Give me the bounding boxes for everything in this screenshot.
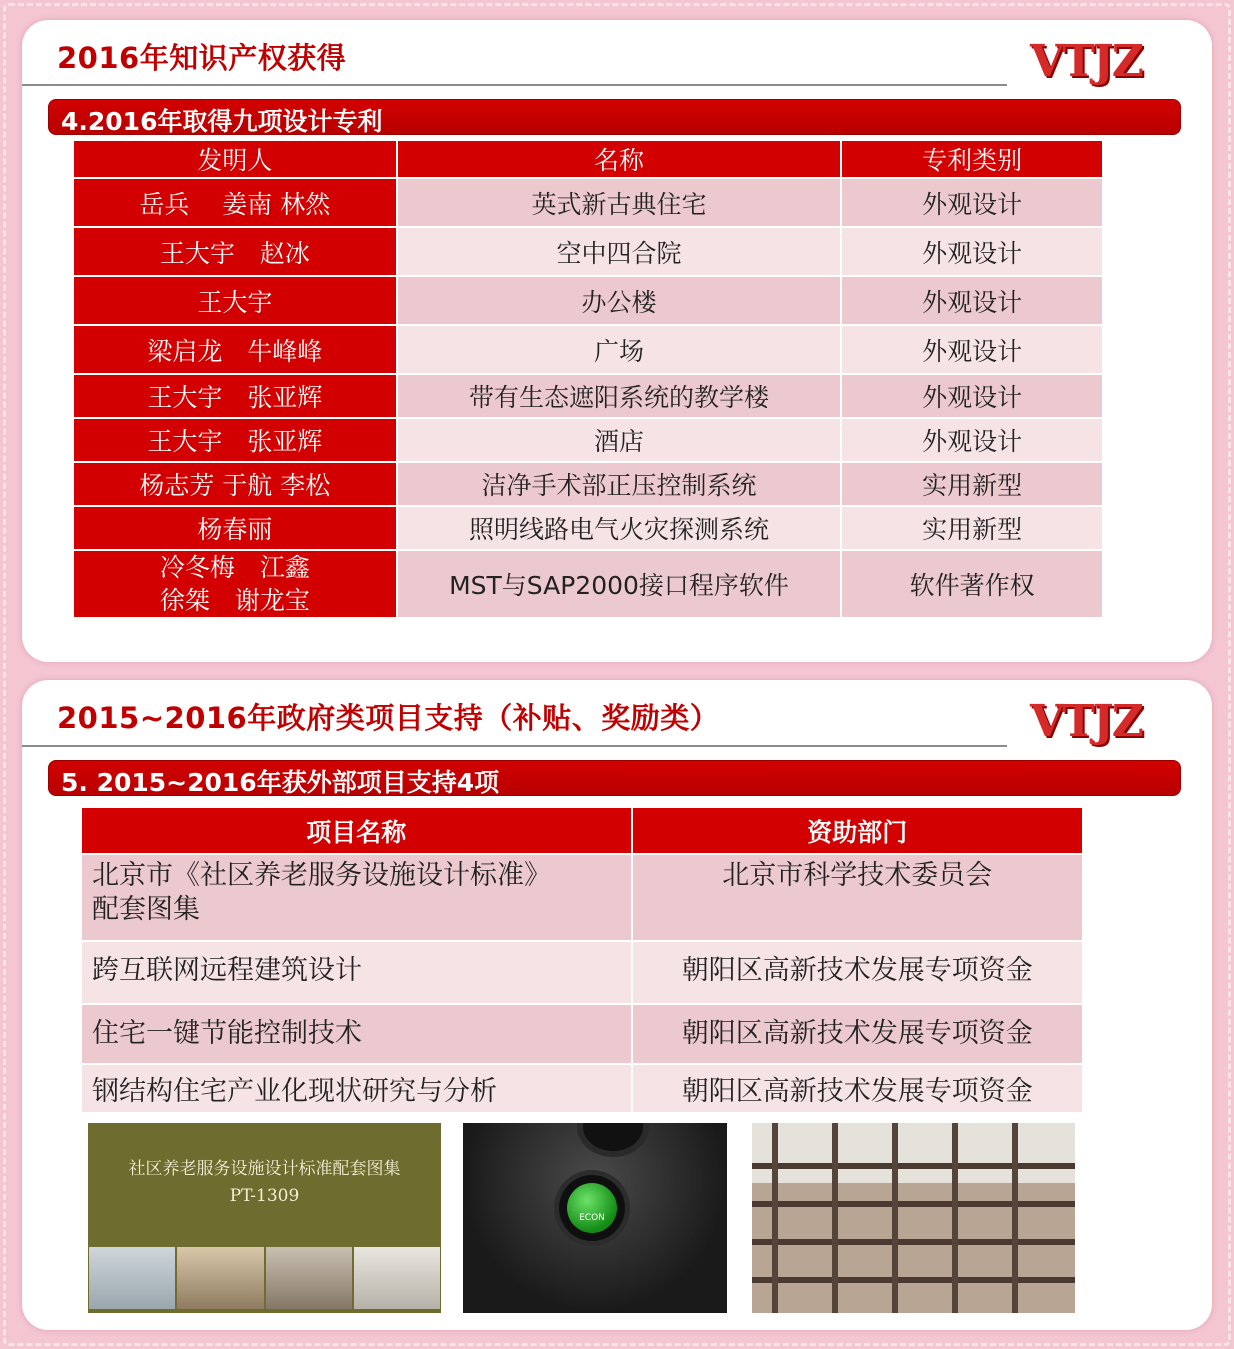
dial-knob [583,1123,643,1151]
section-bar-label: 5. 2015~2016年获外部项目支持4项 [61,768,500,797]
sky-area [752,1123,1075,1183]
gov-support-panel [22,680,1212,1330]
inventor-cell: 杨春丽 [74,506,397,550]
table-row [82,941,1083,1004]
floor-beam [752,1277,1075,1283]
patent-name-cell: 酒店 [397,418,842,462]
steel-column [952,1123,958,1313]
patent-name-cell: 广场 [397,325,842,374]
photo-thumbnail [89,1247,175,1309]
steel-building-photo [752,1123,1075,1313]
inventor-cell: 杨志芳 于航 李松 [74,462,397,506]
section-title: 2015~2016年政府类项目支持（补贴、奖励类） [57,701,720,735]
table-row [74,276,1103,325]
table-row [74,462,1103,506]
inventor-cell: 王大宇 张亚辉 [74,374,397,418]
patent-type-cell: 外观设计 [841,276,1103,325]
table-row [82,1004,1083,1064]
patent-name-cell: 空中四合院 [397,227,842,276]
photo-thumbnail [354,1247,440,1309]
col-header-type: 专利类别 [841,141,1103,178]
patent-type-cell: 实用新型 [841,462,1103,506]
patent-type-cell: 软件著作权 [841,550,1103,618]
inventor-cell [74,550,397,618]
floor-beam [752,1163,1075,1169]
patent-name-cell: 照明线路电气火灾探测系统 [397,506,842,550]
patent-type-cell: 实用新型 [841,506,1103,550]
project-line: 北京市《社区养老服务设施设计标准》 [92,860,551,891]
section-title: 2016年知识产权获得 [57,41,347,75]
project-cell: 住宅一键节能控制技术 [82,1004,632,1064]
divider [22,745,1007,747]
photo-thumbnail [177,1247,263,1309]
cover-photo-strip [88,1243,441,1313]
patent-name-cell: 办公楼 [397,276,842,325]
steel-column [1012,1123,1018,1313]
table-row [74,550,1103,618]
dept-cell: 朝阳区高新技术发展专项资金 [632,941,1083,1004]
patent-type-cell: 外观设计 [841,374,1103,418]
table-row [74,506,1103,550]
table-row [82,1064,1083,1113]
col-header-project: 项目名称 [82,808,632,854]
table-row [74,374,1103,418]
table-row [74,178,1103,227]
section-bar [48,99,1181,135]
project-cell: 跨互联网远程建筑设计 [82,941,632,1004]
project-line: 配套图集 [92,894,200,925]
inventor-cell: 梁启龙 牛峰峰 [74,325,397,374]
table-row [82,854,1083,941]
table-row [74,227,1103,276]
atlas-cover-image [88,1123,441,1313]
company-logo: VTJZ [1030,696,1142,747]
patent-type-cell: 外观设计 [841,178,1103,227]
ip-panel [22,20,1212,662]
floor-beam [752,1239,1075,1245]
dept-cell: 北京市科学技术委员会 [632,854,1083,941]
patent-type-cell: 外观设计 [841,227,1103,276]
steel-column [772,1123,778,1313]
photo-thumbnail [266,1247,352,1309]
dept-cell: 朝阳区高新技术发展专项资金 [632,1004,1083,1064]
table-row [74,325,1103,374]
inventor-cell: 王大宇 赵冰 [74,227,397,276]
inventor-cell: 岳兵 姜南 林然 [74,178,397,227]
dept-cell: 朝阳区高新技术发展专项资金 [632,1064,1083,1113]
inventor-line: 徐桀 谢龙宝 [159,586,310,615]
patent-type-cell: 外观设计 [841,325,1103,374]
econ-button-photo [463,1123,727,1313]
patent-name-cell: 洁净手术部正压控制系统 [397,462,842,506]
patent-name-cell: 带有生态遮阳系统的教学楼 [397,374,842,418]
project-cell: 钢结构住宅产业化现状研究与分析 [82,1064,632,1113]
floor-beam [752,1201,1075,1207]
patent-type-cell: 外观设计 [841,418,1103,462]
section-bar-label: 4.2016年取得九项设计专利 [61,107,383,136]
inventor-cell: 王大宇 [74,276,397,325]
patent-name-cell: 英式新古典住宅 [397,178,842,227]
patent-table [74,141,1104,619]
col-header-name: 名称 [397,141,842,178]
project-table [82,808,1084,1114]
steel-column [832,1123,838,1313]
cover-title: 社区养老服务设施设计标准配套图集 [128,1159,401,1179]
col-header-dept: 资助部门 [632,808,1083,854]
company-logo: VTJZ [1030,36,1142,87]
section-bar [48,760,1181,796]
project-cell [82,854,632,941]
econ-leaf-icon: ECON [567,1183,617,1233]
patent-name-cell: MST与SAP2000接口程序软件 [397,550,842,618]
table-row [74,418,1103,462]
steel-column [892,1123,898,1313]
col-header-inventor: 发明人 [74,141,397,178]
inventor-line: 冷冬梅 江鑫 [159,553,310,582]
inventor-cell: 王大宇 张亚辉 [74,418,397,462]
cover-code: PT-1309 [229,1186,300,1206]
divider [22,84,1007,86]
